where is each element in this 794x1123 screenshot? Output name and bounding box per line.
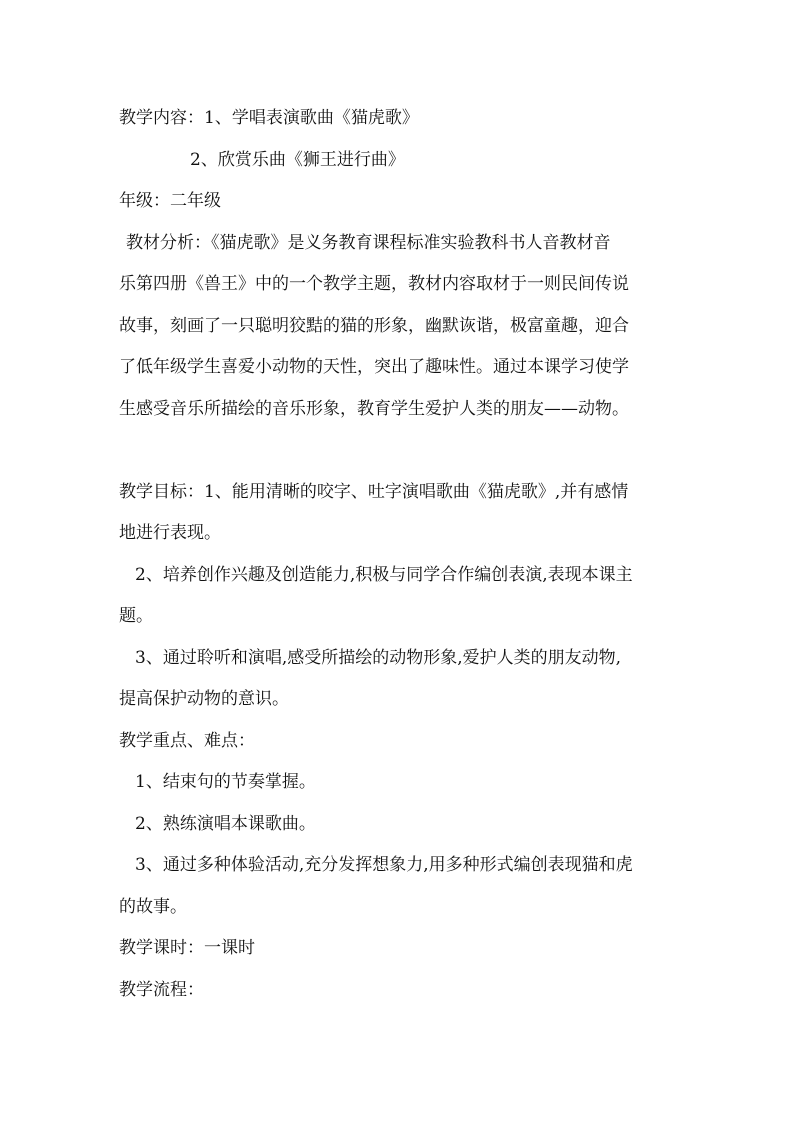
analysis-line-3: 故事，刻画了一只聪明狡黠的猫的形象，幽默诙谐，极富童趣，迎合 (119, 316, 629, 336)
analysis-line-1: 教材分析：《猫虎歌》是义务教育课程标准实验教科书人音教材音 (126, 233, 611, 253)
objectives-line-5: 3、通过聆听和演唱,感受所描绘的动物形象,爱护人类的朋友动物, (135, 648, 622, 668)
objectives-line-3: 2、培养创作兴趣及创造能力,积极与同学合作编创表演,表现本课主 (135, 565, 633, 585)
process-heading: 教学流程： (119, 980, 204, 1000)
key-points-heading: 教学重点、难点： (119, 731, 255, 751)
objectives-line-1: 教学目标：1、能用清晰的咬字、吐字演唱歌曲《猫虎歌》,并有感情 (119, 482, 629, 502)
objectives-line-2: 地进行表现。 (119, 523, 221, 543)
grade-line: 年级：二年级 (119, 191, 221, 211)
analysis-line-5: 生感受音乐所描绘的音乐形象，教育学生爱护人类的朋友——动物。 (119, 399, 629, 419)
analysis-line-2: 乐第四册《兽王》中的一个教学主题，教材内容取材于一则民间传说 (119, 274, 629, 294)
analysis-line-4: 了低年级学生喜爱小动物的天性，突出了趣味性。通过本课学习使学 (119, 357, 629, 377)
objectives-line-6: 提高保护动物的意识。 (119, 689, 289, 709)
key-point-3-line-2: 的故事。 (119, 897, 187, 917)
lesson-time: 教学课时：一课时 (119, 938, 255, 958)
key-point-3-line-1: 3、通过多种体验活动,充分发挥想象力,用多种形式编创表现猫和虎 (135, 855, 633, 875)
objectives-line-4: 题。 (119, 606, 153, 626)
key-point-1: 1、结束句的节奏掌握。 (135, 772, 316, 792)
content-title: 教学内容：1、学唱表演歌曲《猫虎歌》 (119, 108, 419, 128)
content-item-2: 2、欣赏乐曲《狮王进行曲》 (190, 150, 405, 170)
key-point-2: 2、熟练演唱本课歌曲。 (135, 814, 316, 834)
